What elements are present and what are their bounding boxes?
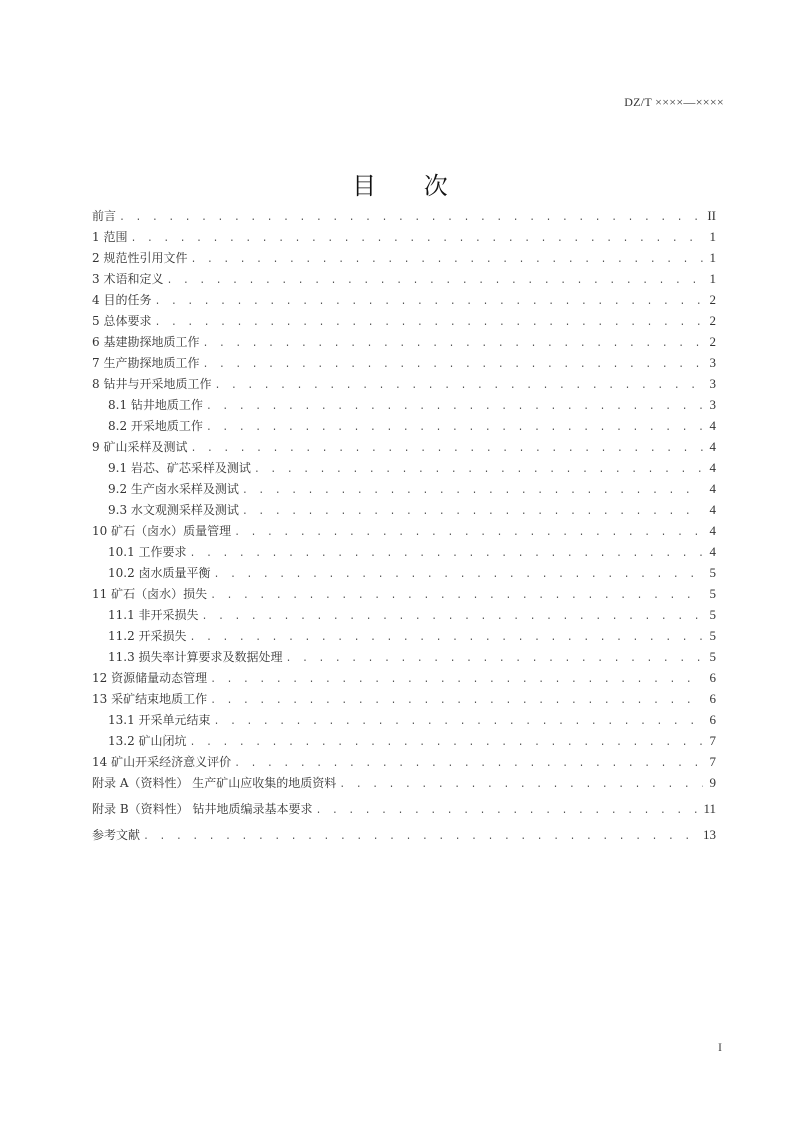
dot-leader: [202, 339, 703, 350]
table-of-contents: [92, 207, 716, 852]
toc-entry[interactable]: [92, 438, 716, 459]
toc-entry-label: 10.2 卤水质量平衡: [108, 566, 211, 580]
toc-entry[interactable]: [92, 333, 716, 354]
dot-leader: [190, 738, 703, 749]
toc-references[interactable]: [92, 826, 716, 852]
toc-subentry[interactable]: [92, 711, 716, 732]
toc-subentry[interactable]: [92, 564, 716, 585]
toc-subentry[interactable]: [92, 417, 716, 438]
page-number: I: [718, 1040, 722, 1054]
toc-subentry[interactable]: [92, 396, 716, 417]
toc-entry-page: 3: [709, 355, 716, 370]
toc-entry-page: 5: [709, 607, 716, 622]
dot-leader: [166, 276, 703, 287]
dot-leader: [119, 213, 703, 224]
toc-entry-label: 4 目的任务: [92, 293, 152, 307]
toc-entry-label: 8 钻井与开采地质工作: [92, 377, 212, 391]
toc-entry-label: 10 矿石（卤水）质量管理: [92, 524, 232, 538]
toc-entry-label: 13 采矿结束地质工作: [92, 692, 208, 706]
toc-entry-page: 2: [709, 292, 716, 307]
dot-leader: [254, 465, 703, 476]
toc-subentry[interactable]: [92, 648, 716, 669]
toc-entry[interactable]: [92, 375, 716, 396]
toc-entry-label: 11.2 开采损失: [108, 629, 187, 643]
toc-subentry[interactable]: [92, 732, 716, 753]
dot-leader: [130, 234, 703, 245]
toc-entry-label: 13.2 矿山闭坑: [108, 734, 187, 748]
toc-entry[interactable]: [92, 207, 716, 228]
toc-entry-page: 13: [703, 827, 716, 842]
toc-entry[interactable]: [92, 249, 716, 270]
toc-subentry[interactable]: [92, 459, 716, 480]
dot-leader: [242, 486, 703, 497]
dot-leader: [206, 402, 703, 413]
toc-subentry[interactable]: [92, 627, 716, 648]
toc-entry[interactable]: [92, 312, 716, 333]
toc-entry-label: 附录 A（资料性） 生产矿山应收集的地质资料: [92, 776, 337, 790]
toc-entry-label: 9.1 岩芯、矿芯采样及测试: [108, 461, 251, 475]
dot-leader: [210, 675, 703, 686]
toc-entry-page: 4: [709, 544, 716, 559]
dot-leader: [339, 780, 703, 791]
page-title: 目 次: [352, 172, 468, 200]
toc-entry-page: 4: [709, 439, 716, 454]
toc-entry-page: 5: [709, 649, 716, 664]
toc-entry-label: 前言: [92, 209, 117, 223]
toc-entry-label: 11.1 非开采损失: [108, 608, 199, 622]
toc-entry-page: 1: [709, 271, 716, 286]
toc-entry[interactable]: [92, 753, 716, 774]
toc-entry[interactable]: [92, 354, 716, 375]
toc-entry-label: 9.2 生产卤水采样及测试: [108, 482, 239, 496]
toc-entry[interactable]: [92, 585, 716, 606]
dot-leader: [315, 806, 700, 817]
toc-entry-page: 4: [709, 523, 716, 538]
dot-leader: [190, 444, 703, 455]
toc-entry-page: 2: [709, 313, 716, 328]
dot-leader: [242, 507, 703, 518]
toc-entry-label: 13.1 开采单元结束: [108, 713, 211, 727]
toc-entry-label: 2 规范性引用文件: [92, 251, 188, 265]
toc-subentry[interactable]: [92, 543, 716, 564]
toc-entry-page: 6: [709, 712, 716, 727]
toc-entry-page: 6: [709, 691, 716, 706]
dot-leader: [202, 360, 703, 371]
toc-appendix-b[interactable]: [92, 800, 716, 826]
toc-entry[interactable]: [92, 669, 716, 690]
dot-leader: [210, 591, 703, 602]
toc-entry-label: 6 基建勘探地质工作: [92, 335, 200, 349]
toc-subentry[interactable]: [92, 480, 716, 501]
toc-appendix-a[interactable]: [92, 774, 716, 800]
toc-entry-page: II: [707, 208, 716, 223]
toc-entry-label: 8.2 开采地质工作: [108, 419, 203, 433]
toc-entry-label: 1 范围: [92, 230, 128, 244]
dot-leader: [210, 696, 703, 707]
toc-entry[interactable]: [92, 270, 716, 291]
toc-entry-page: 5: [709, 628, 716, 643]
toc-entry-label: 14 矿山开采经济意义评价: [92, 755, 232, 769]
toc-entry-label: 参考文献: [92, 828, 141, 842]
toc-entry-page: 6: [709, 670, 716, 685]
toc-entry[interactable]: [92, 522, 716, 543]
toc-entry-page: 3: [709, 376, 716, 391]
dot-leader: [234, 528, 703, 539]
toc-entry-page: 1: [709, 250, 716, 265]
toc-entry-page: 4: [709, 502, 716, 517]
dot-leader: [234, 759, 703, 770]
dot-leader: [190, 633, 703, 644]
dot-leader: [206, 423, 703, 434]
toc-entry-page: 4: [709, 418, 716, 433]
standard-code: DZ/T ××××—××××: [624, 95, 724, 109]
toc-entry-page: 4: [709, 481, 716, 496]
toc-entry-page: 4: [709, 460, 716, 475]
toc-entry-label: 5 总体要求: [92, 314, 152, 328]
toc-entry-label: 10.1 工作要求: [108, 545, 187, 559]
toc-entry[interactable]: [92, 690, 716, 711]
toc-entry-page: 5: [709, 565, 716, 580]
toc-entry-label: 3 术语和定义: [92, 272, 164, 286]
toc-entry-label: 附录 B（资料性） 钻井地质编录基本要求: [92, 802, 313, 816]
toc-entry-label: 11 矿石（卤水）损失: [92, 587, 208, 601]
toc-subentry[interactable]: [92, 606, 716, 627]
dot-leader: [214, 717, 703, 728]
dot-leader: [286, 654, 703, 665]
toc-subentry[interactable]: [92, 501, 716, 522]
toc-entry-page: 7: [709, 754, 716, 769]
toc-entry-label: 9 矿山采样及测试: [92, 440, 188, 454]
dot-leader: [154, 297, 703, 308]
toc-entry-page: 7: [709, 733, 716, 748]
toc-entry-page: 11: [703, 801, 716, 816]
toc-entry-page: 1: [709, 229, 716, 244]
dot-leader: [214, 381, 703, 392]
toc-entry-page: 9: [709, 775, 716, 790]
toc-entry-page: 5: [709, 586, 716, 601]
dot-leader: [202, 612, 703, 623]
dot-leader: [154, 318, 703, 329]
toc-entry-label: 12 资源储量动态管理: [92, 671, 208, 685]
toc-entry-page: 2: [709, 334, 716, 349]
dot-leader: [190, 549, 703, 560]
toc-entry-label: 11.3 损失率计算要求及数据处理: [108, 650, 283, 664]
dot-leader: [143, 832, 700, 843]
dot-leader: [190, 255, 703, 266]
toc-entry-label: 9.3 水文观测采样及测试: [108, 503, 239, 517]
toc-entry-page: 3: [709, 397, 716, 412]
toc-entry-label: 8.1 钻井地质工作: [108, 398, 203, 412]
toc-entry-label: 7 生产勘探地质工作: [92, 356, 200, 370]
toc-entry[interactable]: [92, 291, 716, 312]
toc-entry[interactable]: [92, 228, 716, 249]
dot-leader: [214, 570, 703, 581]
